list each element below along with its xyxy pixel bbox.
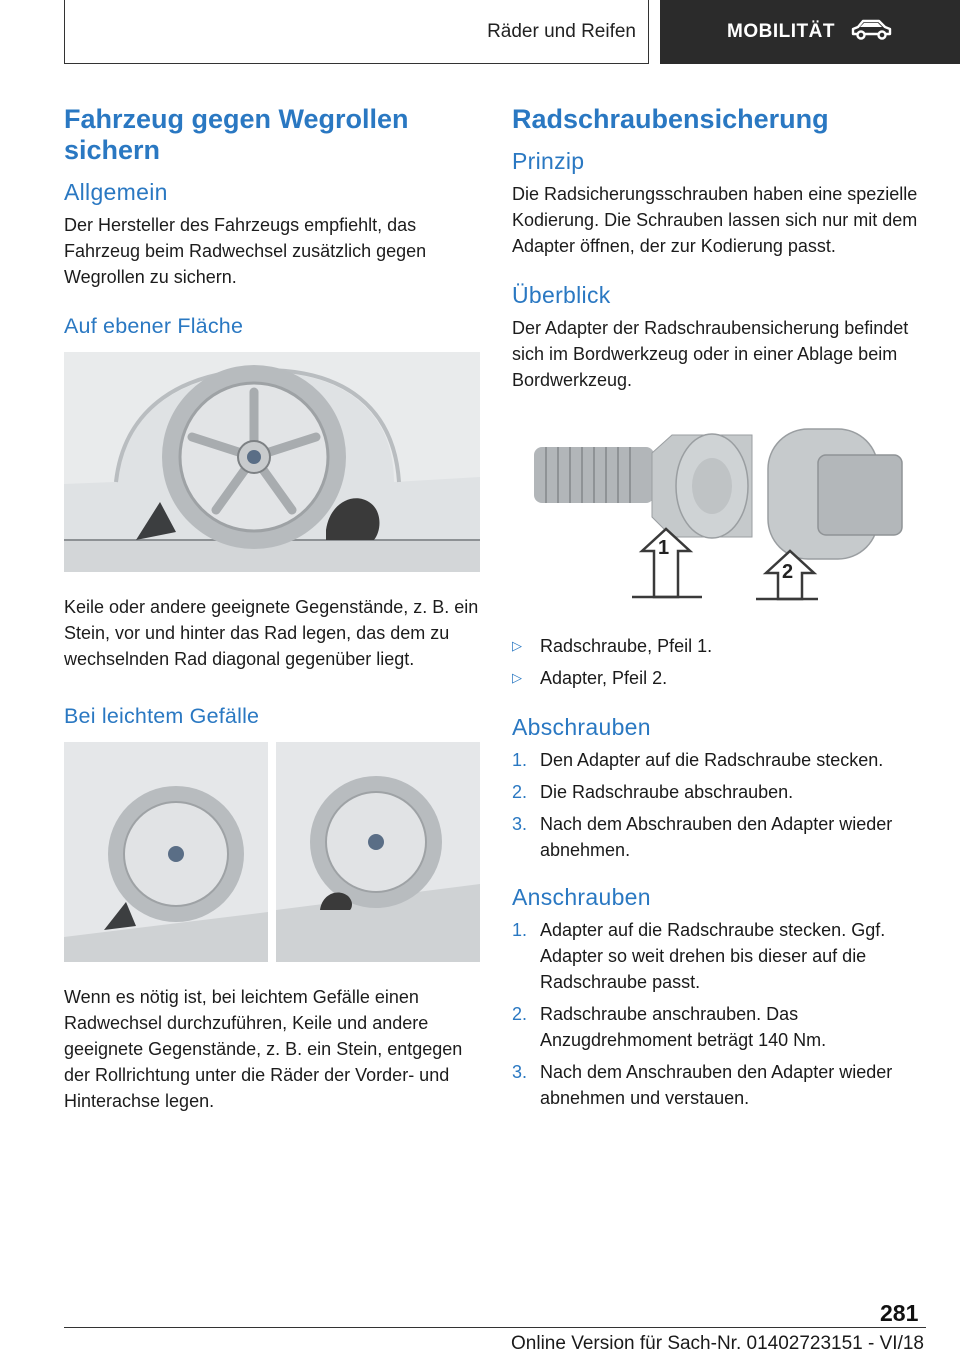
car-icon (849, 17, 893, 47)
lock-bolt-illustration (512, 425, 924, 625)
overview-text: Der Adapter der Radschraubensicherung befindet sich im Bordwerkzeug oder in einer Ablage beim Bordwerkzeug. (512, 318, 909, 390)
flat-heading: Auf ebener Fläche (64, 314, 244, 338)
list-item: 3. Nach dem Abschrauben den Adapter wieder abnehmen. (512, 814, 893, 860)
screw-heading: Anschrauben (512, 884, 651, 910)
general-heading: Allgemein (64, 179, 168, 205)
page-number: 281 (880, 1300, 919, 1326)
part-list (512, 633, 924, 691)
right-column (512, 104, 924, 1117)
chapter-label: MOBILITÄT (727, 21, 835, 42)
unscrew-steps (512, 747, 924, 863)
flat-ground-illustration (64, 352, 480, 572)
left-column (64, 104, 480, 1114)
left-title: Fahrzeug gegen Wegrollen sichern (64, 104, 409, 165)
right-title: Radschraubensicherung (512, 104, 829, 134)
list-item: 1. Den Adapter auf die Radschraube stecken. (512, 750, 884, 770)
principle-text: Die Radsicherungsschrauben haben eine spezielle Kodierung. Die Schrauben lassen sich nur mit dem Adapter öffnen, der zur Kodierung passt. (512, 184, 918, 256)
chapter-tab (660, 0, 960, 64)
slope-illustration (64, 742, 480, 962)
list-item: ▷ Radschraube, Pfeil 1. (512, 633, 924, 659)
slope-heading: Bei leichtem Gefälle (64, 704, 260, 728)
overview-heading: Überblick (512, 282, 611, 308)
arrow-label-2: 2 (782, 561, 794, 583)
list-item: 2. Radschraube anschrauben. Das Anzugdrehmoment beträgt 140 Nm. (512, 1004, 827, 1050)
list-item: 2. Die Radschraube abschrauben. (512, 782, 794, 802)
unscrew-heading: Abschrauben (512, 714, 651, 740)
list-item: ▷ Adapter, Pfeil 2. (512, 665, 924, 691)
footer-version: Online Version für Sach-Nr. 01402723151 - VI/18 (511, 1333, 924, 1354)
slope-text: Wenn es nötig ist, bei leichtem Gefälle einen Radwechsel durchzuführen, Keile und andere geeignete Gegenstände, z. B. ein Stein, entgegen der Rollrichtung unter die Räder der Vorder- und Hinterachse legen. (64, 987, 463, 1111)
general-text: Der Hersteller des Fahrzeugs empfiehlt, das Fahrzeug beim Radwechsel zusätzlich gegen Wegrollen zu sichern. (64, 215, 427, 287)
footer-divider (64, 1327, 926, 1328)
principle-heading: Prinzip (512, 148, 585, 174)
triangle-bullet-icon: ▷ (512, 670, 522, 685)
triangle-bullet-icon: ▷ (512, 638, 522, 653)
screw-steps (512, 917, 924, 1111)
section-label: Räder und Reifen (487, 21, 636, 42)
arrow-label-1: 1 (658, 537, 670, 559)
flat-text: Keile oder andere geeignete Gegenstände, z. B. ein Stein, vor und hinter das Rad legen, das dem zu wechselnden Rad diagonal gegenüber liegt. (64, 597, 479, 669)
list-item: 1. Adapter auf die Radschraube stecken. Ggf. Adapter so weit drehen bis dieser auf die Radschraube passt. (512, 920, 886, 992)
list-item: 3. Nach dem Anschrauben den Adapter wieder abnehmen und verstauen. (512, 1062, 893, 1108)
